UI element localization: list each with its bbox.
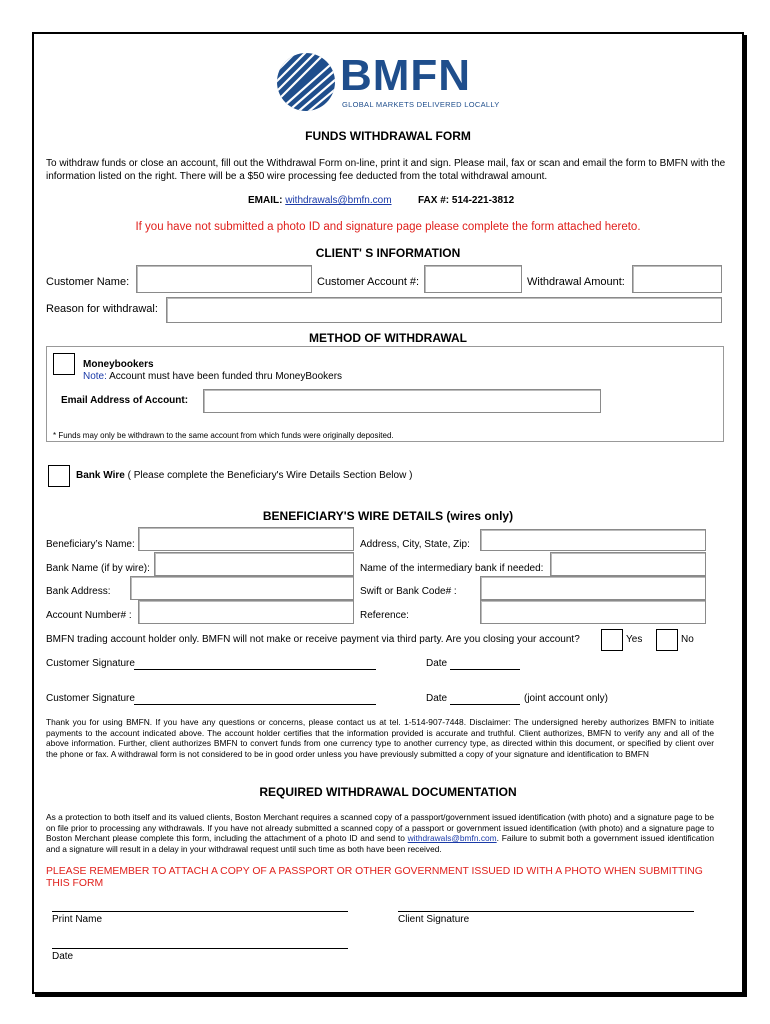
email-link[interactable]: withdrawals@bmfn.com — [285, 195, 392, 206]
intro-text: To withdraw funds or close an account, fill out the Withdrawal Form on-line, print it and sign. Please mail, fax or scan and email the form to BMFN with the information listed on the right. There will be a $50 wire processing fee deducted from the total withdrawal amount. — [46, 158, 726, 182]
client-info-heading: CLIENT' S INFORMATION — [315, 246, 461, 260]
customer-name-input[interactable] — [136, 265, 312, 293]
closing-no-checkbox[interactable] — [656, 629, 678, 651]
bank-wire-label: Bank Wire — [76, 470, 125, 481]
bank-address-label: Bank Address: — [46, 586, 111, 597]
contact-email — [248, 195, 392, 206]
print-name-line[interactable] — [52, 911, 348, 912]
print-name-label: Print Name — [52, 914, 103, 925]
client-signature-label: Client Signature — [398, 914, 470, 925]
bank-address-input[interactable] — [130, 576, 354, 600]
email-label: EMAIL: — [248, 195, 283, 206]
email-account-label: Email Address of Account: — [61, 395, 189, 406]
date-label-3: Date — [52, 951, 74, 962]
moneybookers-label: Moneybookers — [83, 359, 154, 370]
yes-label: Yes — [626, 634, 643, 645]
address-label: Address, City, State, Zip: — [360, 539, 470, 550]
account-number-label: Account Number# : — [46, 610, 132, 621]
contact-fax: FAX #: 514-221-3812 — [418, 195, 515, 206]
bank-wire-checkbox[interactable] — [48, 465, 70, 487]
note-text: Account must have been funded thru MoneyBookers — [106, 371, 343, 382]
closing-yes-checkbox[interactable] — [601, 629, 623, 651]
customer-account-label: Customer Account #: — [317, 276, 420, 288]
beneficiary-name-input[interactable] — [138, 527, 354, 551]
reason-label: Reason for withdrawal: — [46, 303, 158, 315]
photo-id-notice: If you have not submitted a photo ID and signature page please complete the form attached hereto. — [135, 221, 641, 233]
customer-name-label: Customer Name: — [46, 276, 130, 288]
reminder-text: PLEASE REMEMBER TO ATTACH A COPY OF A PASSPORT OR OTHER GOVERNMENT ISSUED ID WITH A PHOTO WHEN SUBMITTING THIS FORM — [46, 866, 703, 889]
date-label-1: Date — [426, 658, 448, 669]
date-line-2[interactable] — [450, 704, 520, 705]
email-account-input[interactable] — [203, 389, 601, 413]
method-heading: METHOD OF WITHDRAWAL — [309, 331, 467, 345]
funds-note: * Funds may only be withdrawn to the same account from which funds were originally deposited. — [53, 431, 394, 440]
customer-signature-label-2: Customer Signature — [46, 693, 135, 704]
brand-tagline: GLOBAL MARKETS DELIVERED LOCALLY — [342, 100, 500, 109]
docs-text-before: As a protection to both itself and its valued clients, Boston Merchant requires a scanned copy of a passport/government issued identification (with photo) and a signature page to be on file prior to processing any withdrawals. If you have not already submitted a scanned copy of a passport or government issued identification (with photo) and a signature page to Boston Merchant please complete this form, including the attachment of a photo ID and send to — [46, 812, 714, 844]
intermediary-label: Name of the intermediary bank if needed: — [360, 563, 544, 574]
bank-wire-note: ( Please complete the Beneficiary's Wire Details Section Below ) — [127, 470, 413, 481]
holder-text: BMFN trading account holder only. BMFN will not make or receive payment via third party. Are you closing your account? — [46, 634, 580, 645]
swift-input[interactable] — [480, 576, 706, 600]
date-label-2: Date — [426, 693, 448, 704]
brand-name: BMFN — [340, 51, 472, 100]
customer-signature-line-2[interactable] — [134, 704, 376, 705]
form-page — [32, 32, 744, 994]
withdrawal-amount-label: Withdrawal Amount: — [527, 276, 625, 288]
customer-account-input[interactable] — [424, 265, 522, 293]
date-line-3[interactable] — [52, 948, 348, 949]
intermediary-input[interactable] — [550, 552, 706, 576]
withdrawal-amount-input[interactable] — [632, 265, 722, 293]
wire-heading: BENEFICIARY'S WIRE DETAILS (wires only) — [262, 509, 514, 523]
beneficiary-name-label: Beneficiary’s Name: — [46, 539, 135, 550]
disclaimer-text: Thank you for using BMFN. If you have any questions or concerns, please contact us at tel. 1-514-907-7448. Disclaimer: The undersigned hereby authorizes BMFN to initiate payments to the account indicated above. The account holder certifies that the information provided is accurate and truthful. Client authorizes, BMFN to verify any and all of the above information. Further, client authorizes BMFN to convert funds from one currency type to another currency type, as directed within this document, or specified by client over the phone or fax. A withdrawal form is not considered to be in good order unless you have previously submitted a copy of your signature and identification to BMFN — [46, 717, 714, 759]
reference-label: Reference: — [360, 610, 409, 621]
customer-signature-line[interactable] — [134, 669, 376, 670]
bmfn-logo — [276, 51, 500, 116]
docs-text — [46, 812, 714, 854]
form-title: FUNDS WITHDRAWAL FORM — [305, 129, 471, 143]
reason-input[interactable] — [166, 297, 722, 323]
moneybookers-section — [46, 346, 724, 442]
no-label: No — [681, 634, 694, 645]
note-label: Note: — [83, 371, 107, 382]
moneybookers-checkbox[interactable] — [53, 353, 75, 375]
docs-email-link[interactable]: withdrawals@bmfn.com — [407, 833, 497, 844]
bank-name-input[interactable] — [154, 552, 354, 576]
account-number-input[interactable] — [138, 600, 354, 624]
joint-account-label: (joint account only) — [524, 693, 608, 704]
bank-wire-row — [76, 470, 412, 481]
moneybookers-note — [83, 371, 342, 382]
swift-label: Swift or Bank Code# : — [360, 586, 457, 597]
reference-input[interactable] — [480, 600, 706, 624]
bank-name-label: Bank Name (if by wire): — [46, 563, 150, 574]
address-input[interactable] — [480, 529, 706, 551]
client-signature-line[interactable] — [398, 911, 694, 912]
customer-signature-label: Customer Signature — [46, 658, 135, 669]
docs-heading: REQUIRED WITHDRAWAL DOCUMENTATION — [259, 785, 517, 799]
date-line-1[interactable] — [450, 669, 520, 670]
docs-text-after: . Failure to submit both a government issued identification and a signature will result in a delay in your withdrawal request until such time as both have been received. — [46, 833, 714, 854]
